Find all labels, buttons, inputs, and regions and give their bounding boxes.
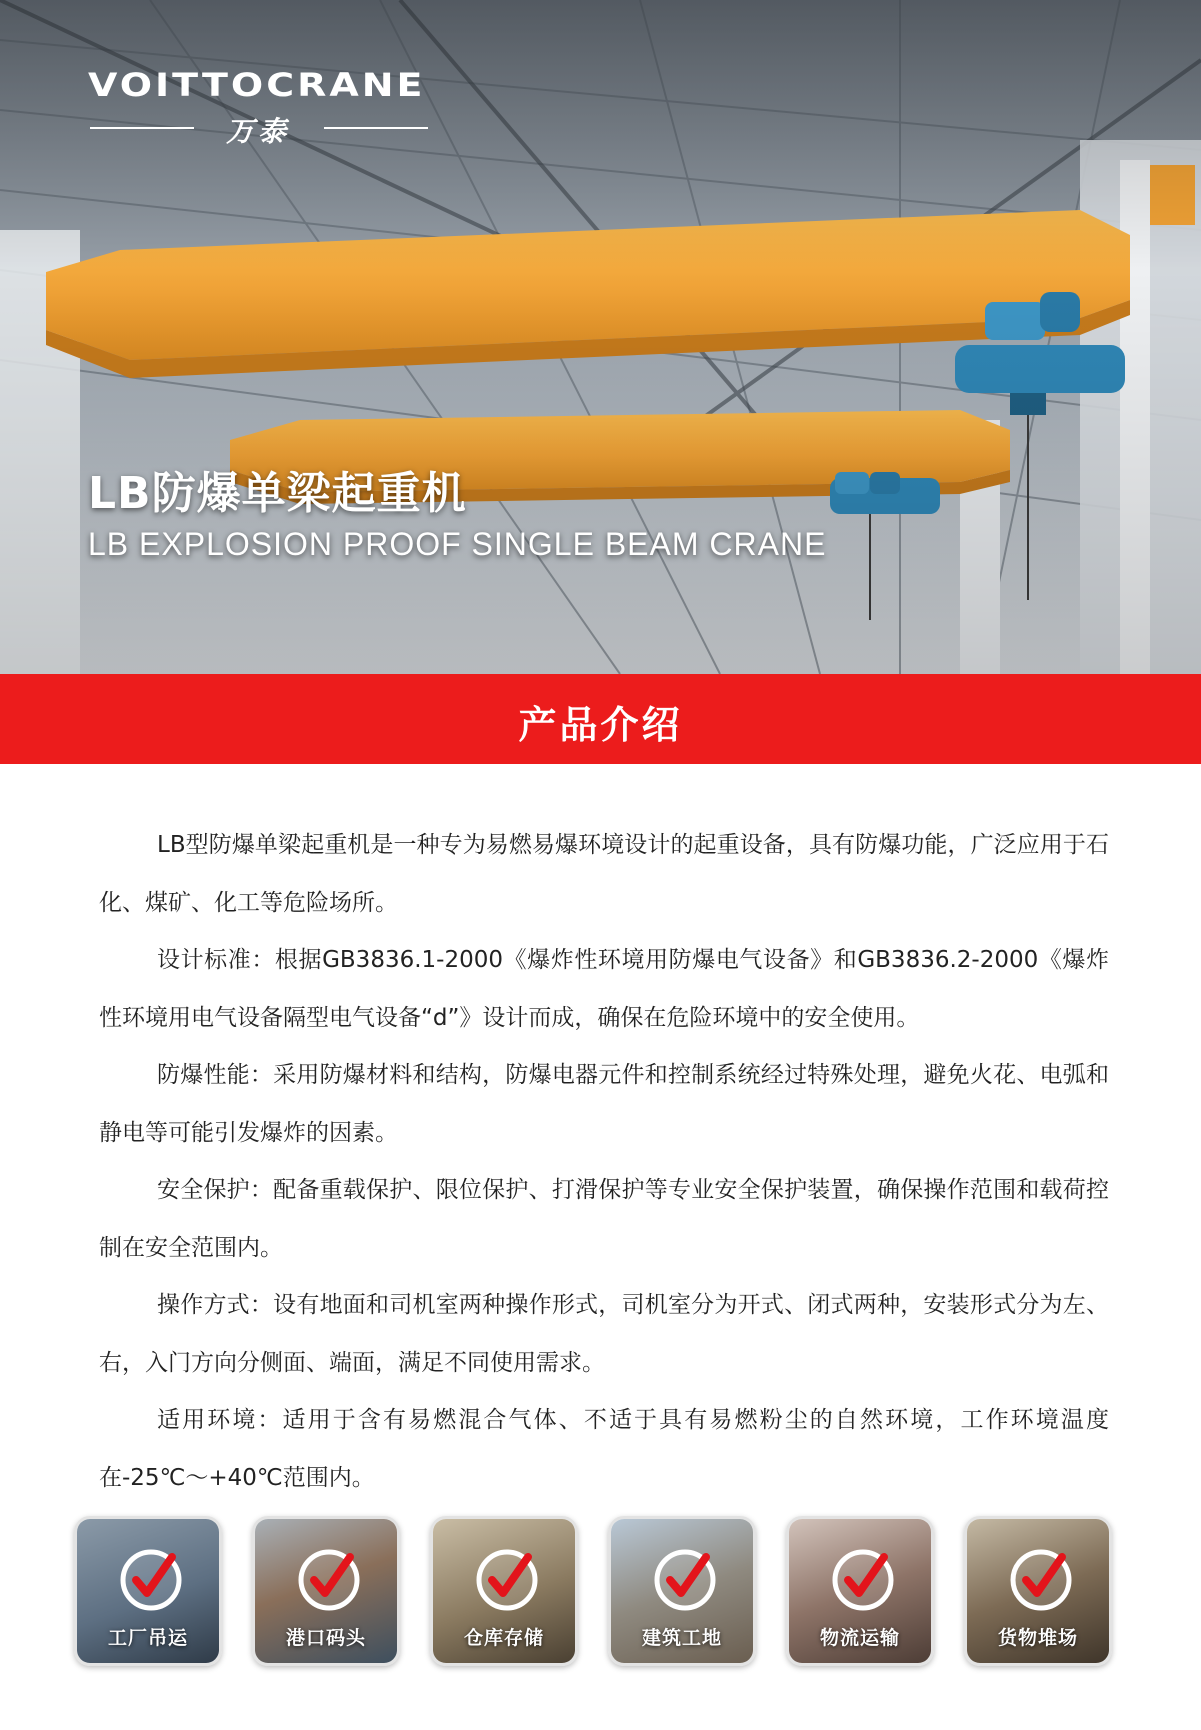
application-card-construction <box>608 1516 756 1666</box>
card-label: 港口码头 <box>285 1627 366 1649</box>
check-icon <box>118 1547 184 1613</box>
product-title-en: LB EXPLOSION PROOF SINGLE BEAM CRANE <box>88 526 827 562</box>
logo-subline <box>88 110 428 148</box>
application-card-yard <box>964 1516 1112 1666</box>
check-icon <box>296 1547 362 1613</box>
brand-logo <box>88 66 428 146</box>
paragraph-operation-mode: 操作方式：设有地面和司机室两种操作形式，司机室分为开式、闭式两种，安装形式分为左、右，入门方向分侧面、端面，满足不同使用需求。 <box>99 1292 1109 1376</box>
card-label: 仓库存储 <box>463 1627 544 1649</box>
application-card-logistics <box>786 1516 934 1666</box>
section-header-band <box>0 674 1201 764</box>
paragraph-explosion-performance: 防爆性能：采用防爆材料和结构，防爆电器元件和控制系统经过特殊处理，避免火花、电弧和静电等可能引发爆炸的因素。 <box>99 1062 1109 1146</box>
application-card-warehouse <box>430 1516 578 1666</box>
application-card-factory <box>74 1516 222 1666</box>
check-icon <box>474 1547 540 1613</box>
check-icon <box>830 1547 896 1613</box>
logo-wordmark: VOITTOCRANE <box>88 66 426 104</box>
paragraph-intro: LB型防爆单梁起重机是一种专为易燃易爆环境设计的起重设备，具有防爆功能，广泛应用于石化、煤矿、化工等危险场所。 <box>99 832 1109 916</box>
product-title-cn: LB防爆单梁起重机 <box>88 468 467 519</box>
logo-chinese-name: 万泰 <box>225 115 290 148</box>
product-description <box>99 817 1109 1507</box>
section-title: 产品介绍 <box>518 703 683 747</box>
paragraph-environment: 适用环境：适用于含有易燃混合气体、不适于具有易燃粉尘的自然环境，工作环境温度在-25℃～+40℃范围内。 <box>99 1407 1109 1491</box>
card-label: 货物堆场 <box>997 1627 1078 1649</box>
application-card-port <box>252 1516 400 1666</box>
check-icon <box>652 1547 718 1613</box>
card-label: 物流运输 <box>819 1627 900 1649</box>
logo-divider-left <box>90 127 194 129</box>
logo-divider-right <box>324 127 428 129</box>
check-icon <box>1008 1547 1074 1613</box>
application-cards <box>74 1516 1114 1666</box>
card-label: 工厂吊运 <box>107 1627 188 1649</box>
paragraph-safety-protection: 安全保护：配备重载保护、限位保护、打滑保护等专业安全保护装置，确保操作范围和载荷控制在安全范围内。 <box>99 1177 1109 1261</box>
paragraph-design-standard: 设计标准：根据GB3836.1-2000《爆炸性环境用防爆电气设备》和GB3836.2-2000《爆炸性环境用电气设备隔型电气设备“d”》设计而成，确保在危险环境中的安全使用。 <box>99 947 1109 1031</box>
card-label: 建筑工地 <box>641 1627 722 1649</box>
hero-banner <box>0 0 1201 674</box>
